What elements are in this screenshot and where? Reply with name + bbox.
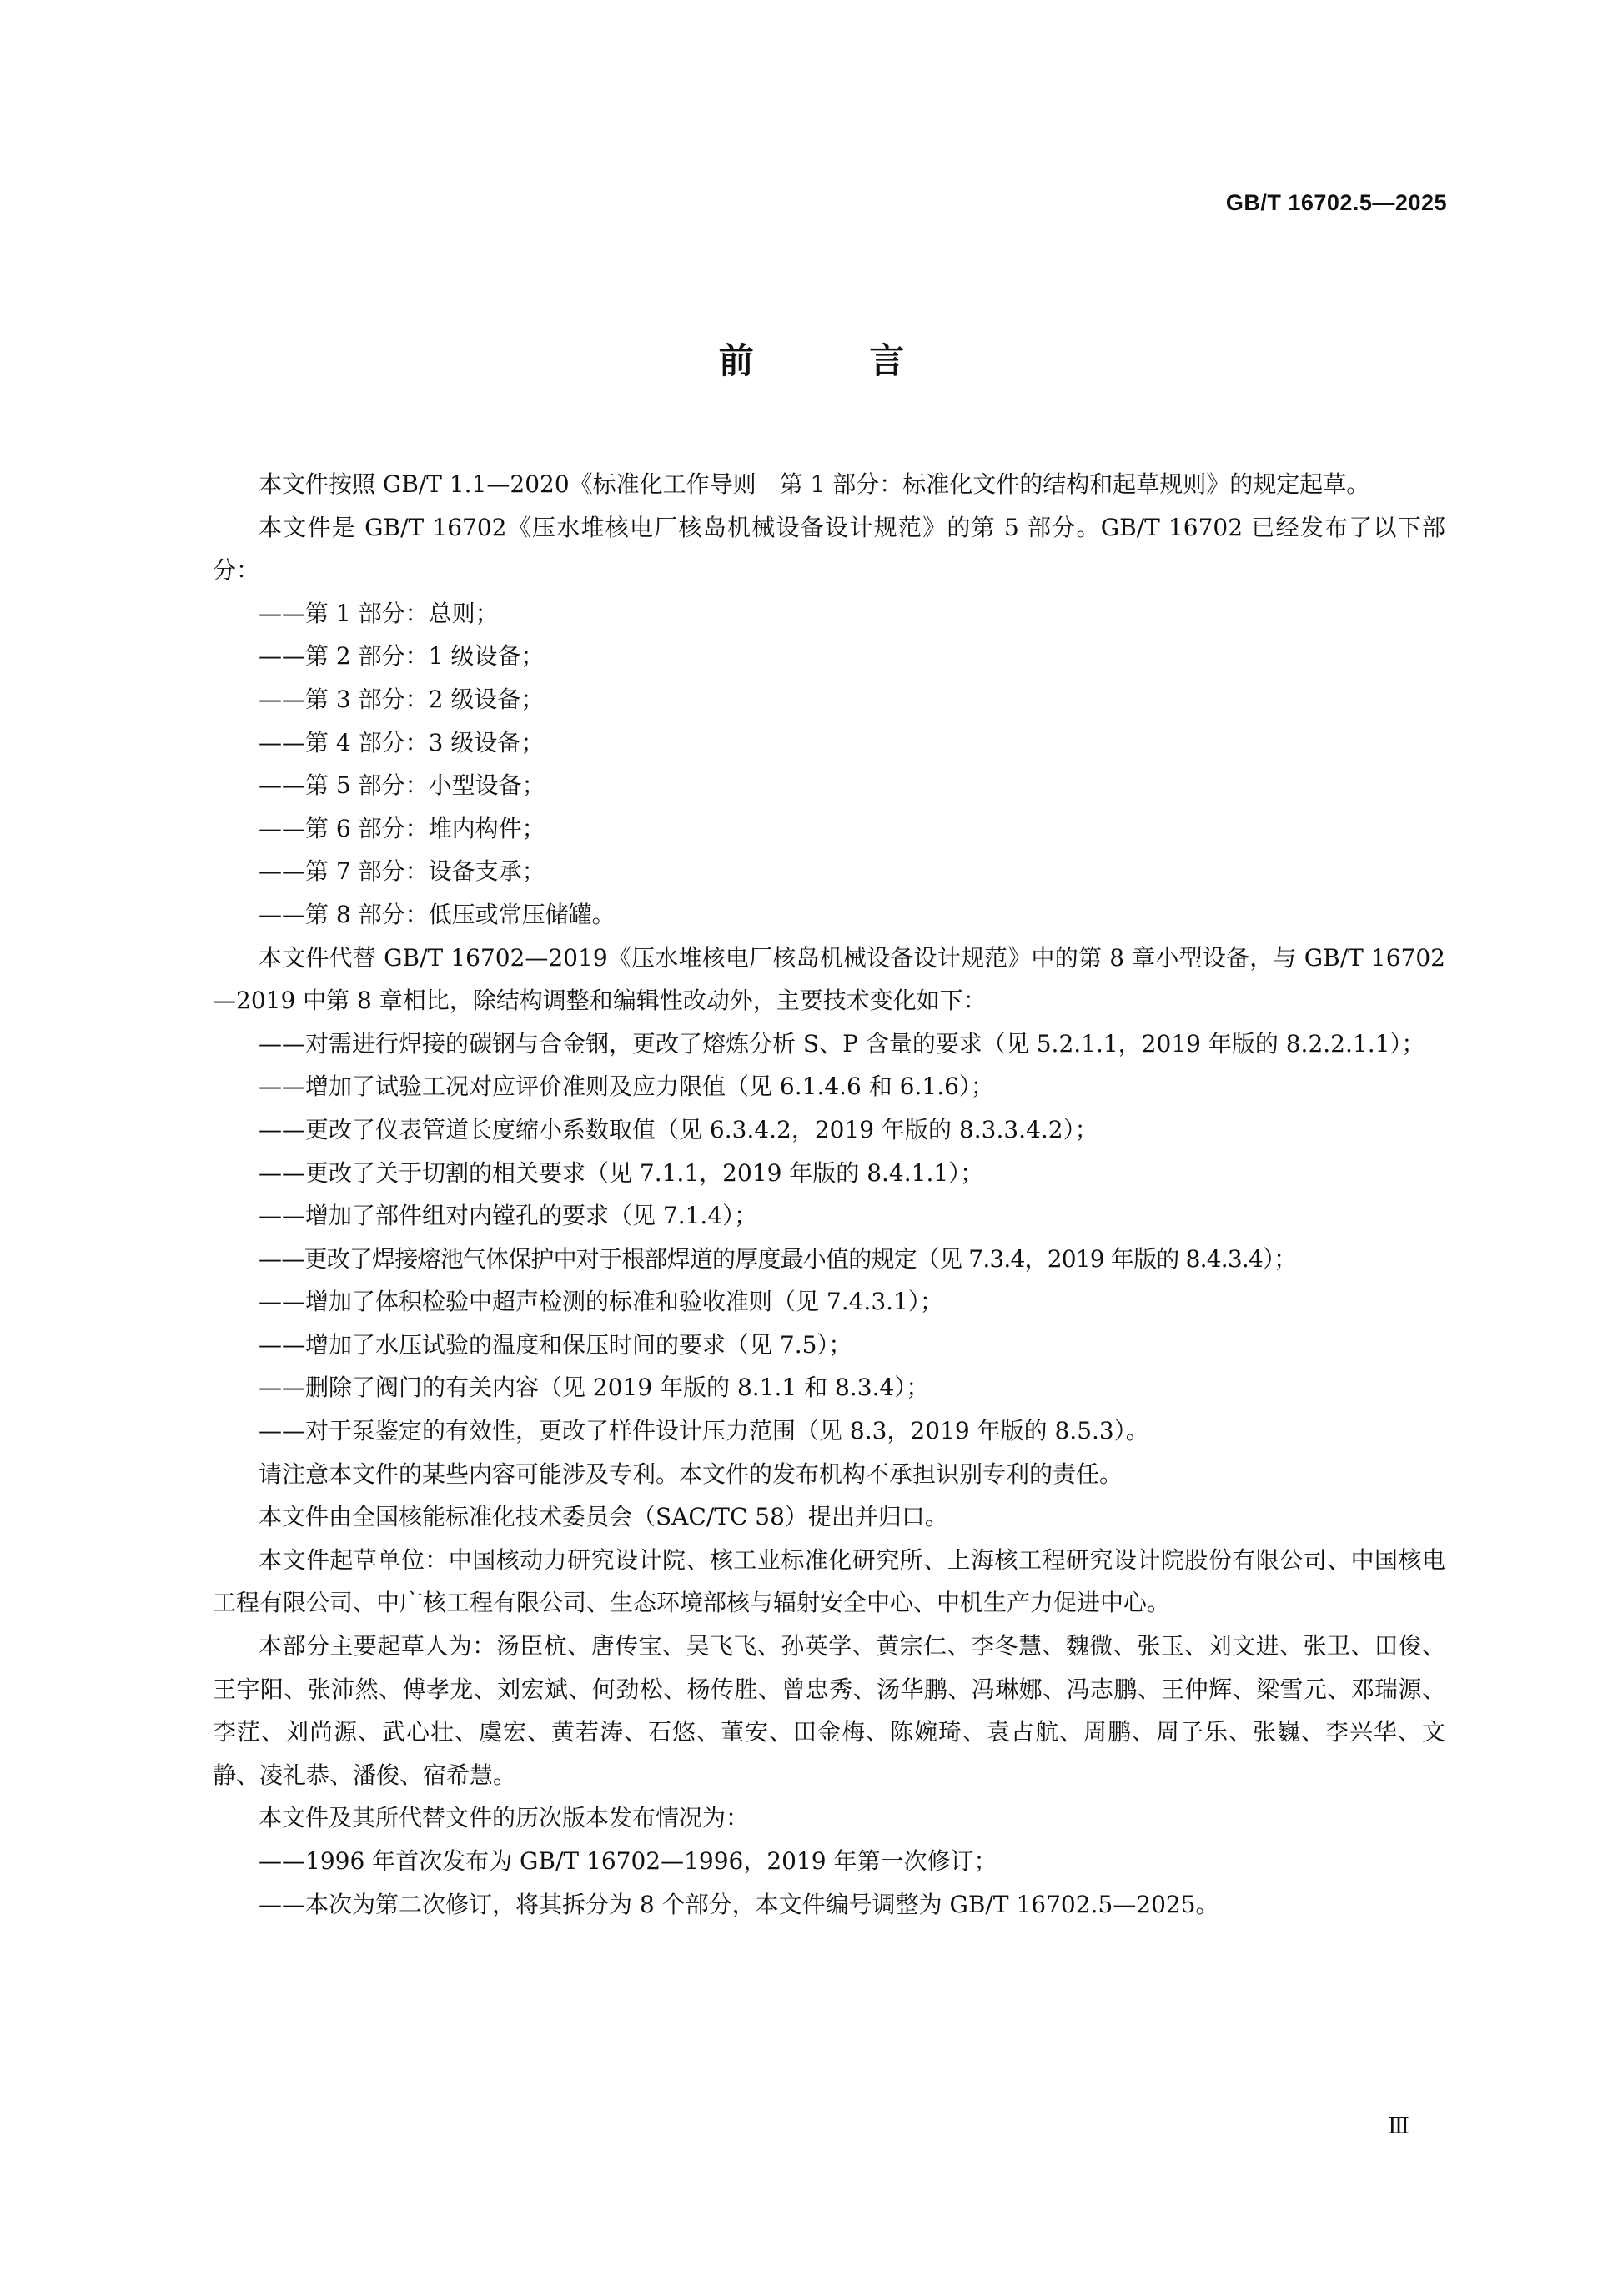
intro-paragraph-1: 本文件按照 GB/T 1.1—2020《标准化工作导则 第 1 部分：标准化文件的结构和起草规则》的规定起草。 xyxy=(259,470,1370,498)
change-item: ——删除了阀门的有关内容（见 2019 年版的 8.1.1 和 8.3.4）； xyxy=(259,1374,930,1402)
list-item: ——第 1 部分：总则； xyxy=(259,599,499,627)
page-number: Ⅲ xyxy=(1387,2113,1409,2139)
change-item: ——更改了关于切割的相关要求（见 7.1.1，2019 年版的 8.4.1.1）； xyxy=(259,1158,984,1187)
list-item: ——第 5 部分：小型设备； xyxy=(259,771,545,800)
change-item: ——增加了体积检验中超声检测的标准和验收准则（见 7.4.3.1）； xyxy=(259,1288,943,1316)
page-title: 前 言 xyxy=(718,340,957,381)
list-item: ——第 4 部分：3 级设备； xyxy=(259,728,545,756)
change-item: ——更改了焊接熔池气体保护中对于根部焊道的厚度最小值的规定（见 7.3.4，2019 年版的 8.4.3.4）； xyxy=(259,1244,1297,1273)
document-body xyxy=(213,463,1445,1926)
list-item: ——第 8 部分：低压或常压储罐。 xyxy=(259,900,616,928)
intro-paragraph-2: 本文件是 GB/T 16702《压水堆核电厂核岛机械设备设计规范》的第 5 部分。GB/T 16702 已经发布了以下部分： xyxy=(213,513,1445,585)
change-item: ——对需进行焊接的碳钢与合金钢，更改了熔炼分析 S、P 含量的要求（见 5.2.1.1，2019 年版的 8.2.2.1.1）； xyxy=(259,1029,1425,1058)
change-item: ——增加了试验工况对应评价准则及应力限值（见 6.1.4.6 和 6.1.6）； xyxy=(259,1073,994,1101)
drafting-units: 本文件起草单位：中国核动力研究设计院、核工业标准化研究所、上海核工程研究设计院股份有限公司、中国核电工程有限公司、中广核工程有限公司、生态环境部核与辐射安全中心、中机生产力促进中心。 xyxy=(213,1545,1445,1617)
list-item: ——第 6 部分：堆内构件； xyxy=(259,814,545,842)
change-item: ——增加了部件组对内镗孔的要求（见 7.1.4）； xyxy=(259,1202,758,1230)
history-item: ——本次为第二次修订，将其拆分为 8 个部分，本文件编号调整为 GB/T 16702.5—2025。 xyxy=(259,1890,1219,1918)
list-item: ——第 2 部分：1 级设备； xyxy=(259,642,545,671)
change-item: ——对于泵鉴定的有效性，更改了样件设计压力范围（见 8.3，2019 年版的 8.5.3）。 xyxy=(259,1417,1149,1445)
doc-code: GB/T 16702.5—2025 xyxy=(1225,190,1447,215)
change-item: ——更改了仪表管道长度缩小系数取值（见 6.3.4.2，2019 年版的 8.3.3.4.2）； xyxy=(259,1115,1098,1143)
list-item: ——第 7 部分：设备支承； xyxy=(259,857,545,886)
history-item: ——1996 年首次发布为 GB/T 16702—1996，2019 年第一次修订； xyxy=(259,1847,997,1875)
list-item: ——第 3 部分：2 级设备； xyxy=(259,685,545,713)
patent-notice: 请注意本文件的某些内容可能涉及专利。本文件的发布机构不承担识别专利的责任。 xyxy=(259,1459,1123,1488)
replacement-paragraph: 本文件代替 GB/T 16702—2019《压水堆核电厂核岛机械设备设计规范》中的第 8 章小型设备，与 GB/T 16702—2019 中第 8 章相比，除结构调整和编辑性改动外，主要技术变化如下： xyxy=(213,943,1445,1015)
change-item: ——增加了水压试验的温度和保压时间的要求（见 7.5）； xyxy=(259,1330,852,1359)
history-intro: 本文件及其所代替文件的历次版本发布情况为： xyxy=(259,1804,750,1832)
drafters: 本部分主要起草人为：汤臣杭、唐传宝、吴飞飞、孙英学、黄宗仁、李冬慧、魏微、张玉、刘文进、张卫、田俊、王宇阳、张沛然、傅孝龙、刘宏斌、何劲松、杨传胜、曾忠秀、汤华鹏、冯琳娜、冯志鹏、王仲辉、梁雪元、邓瑞源、李茳、刘尚源、武心壮、虞宏、黄若涛、石悠、董安、田金梅、陈婉琦、袁占航、周鹏、周子乐、张巍、李兴华、文静、凌礼恭、潘俊、宿希慧。 xyxy=(213,1632,1445,1789)
proposer-statement: 本文件由全国核能标准化技术委员会（SAC/TC 58）提出并归口。 xyxy=(259,1503,948,1531)
